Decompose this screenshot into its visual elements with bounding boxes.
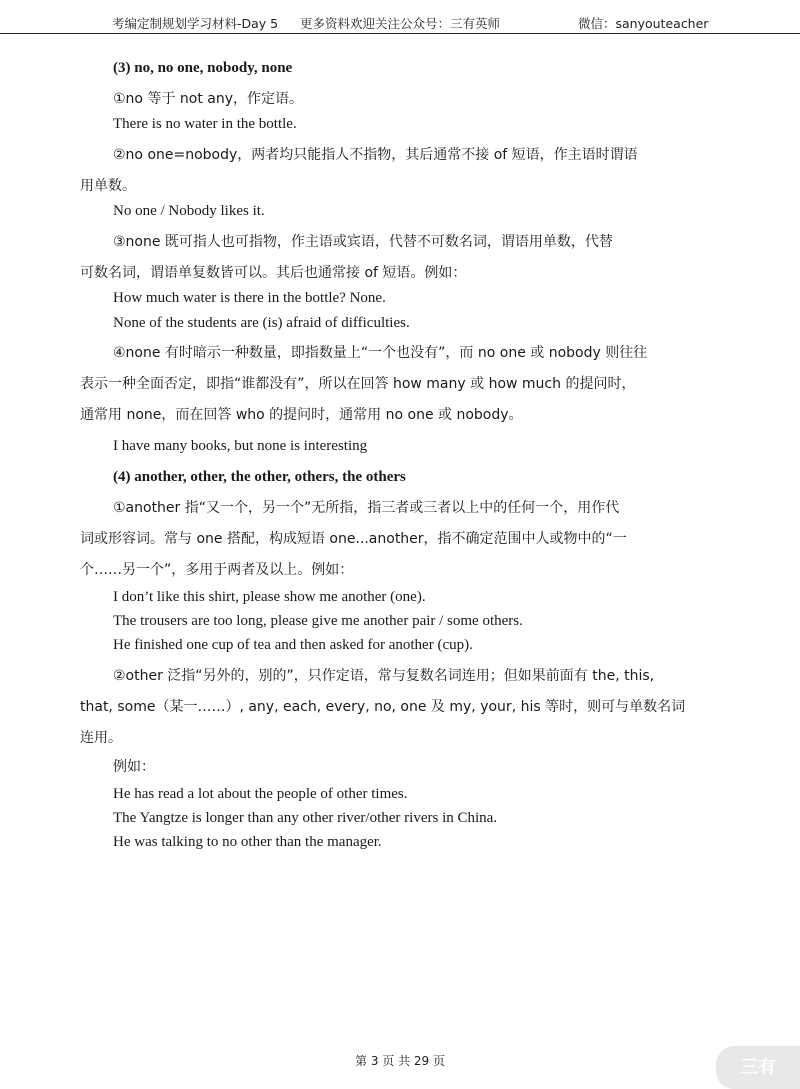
text-line: The Yangtze is longer than any other river/other rivers in China. [113, 810, 498, 826]
text-line: He has read a lot about the people of other times. [113, 786, 408, 802]
text-line: He was talking to no other than the manager. [113, 834, 382, 850]
text-line: He finished one cup of tea and then asked for another (cup). [113, 637, 473, 653]
text-line: None of the students are (is) afraid of difficulties. [113, 315, 410, 331]
text-line: 个……另一个”，多用于两者及以上。例如： [80, 562, 354, 578]
text-line: ①no 等于 not any，作定语。 [113, 91, 304, 107]
header-divider [0, 33, 800, 34]
page-header [0, 0, 800, 34]
text-line: ①another 指“又一个，另一个”无所指，指三者或三者以上中的任何一个，用作代 [113, 500, 620, 516]
text-line: There is no water in the bottle. [113, 116, 297, 132]
text-line: 可数名词，谓语单复数皆可以。其后也通常接 of 短语。例如： [80, 265, 467, 281]
text-line: I don’t like this shirt, please show me another (one). [113, 589, 426, 605]
section-heading: (4) another, other, the other, others, the others [113, 469, 406, 485]
header-middle-text: 更多资料欢迎关注公众号：三有英师 [300, 16, 501, 31]
text-line: 例如： [113, 759, 155, 775]
text-line: The trousers are too long, please give me another pair / some others. [113, 613, 523, 629]
text-line: How much water is there in the bottle? None. [113, 290, 386, 306]
text-line: ③none 既可指人也可指物，作主语或宾语，代替不可数名词，谓语用单数，代替 [113, 234, 613, 250]
text-line: 连用。 [80, 730, 122, 746]
watermark-logo [716, 1046, 800, 1089]
text-line: No one / Nobody likes it. [113, 203, 265, 219]
text-line: I have many books, but none is interesting [113, 438, 368, 454]
page-footer: 第 3 页 共 29 页 [355, 1054, 445, 1068]
section-heading: (3) no, no one, nobody, none [113, 60, 293, 76]
header-left-text: 考编定制规划学习材料-Day 5 [112, 16, 279, 31]
text-line: that, some（某一……）, any, each, every, no, one 及 my, your, his 等时，则可与单数名词 [80, 699, 686, 715]
text-line: ④none 有时暗示一种数量，即指数量上“一个也没有”，而 no one 或 nobody 则往往 [113, 345, 648, 361]
text-line: 词或形容词。常与 one 搭配，构成短语 one...another，指不确定范围中人或物中的“一 [80, 531, 627, 547]
text-line: 用单数。 [80, 178, 136, 194]
watermark-text: 三有 [740, 1057, 776, 1078]
text-line: ②no one=nobody，两者均只能指人不指物，其后通常不接 of 短语，作主语时谓语 [113, 147, 638, 163]
text-line: ②other 泛指“另外的，别的”，只作定语，常与复数名词连用；但如果前面有 the, this, [113, 668, 655, 684]
text-line: 表示一种全面否定，即指“谁都没有”，所以在回答 how many 或 how much 的提问时， [80, 376, 636, 392]
text-line: 通常用 none，而在回答 who 的提问时，通常用 no one 或 nobody。 [80, 407, 523, 423]
header-right-text: 微信：sanyouteacher [578, 16, 709, 31]
